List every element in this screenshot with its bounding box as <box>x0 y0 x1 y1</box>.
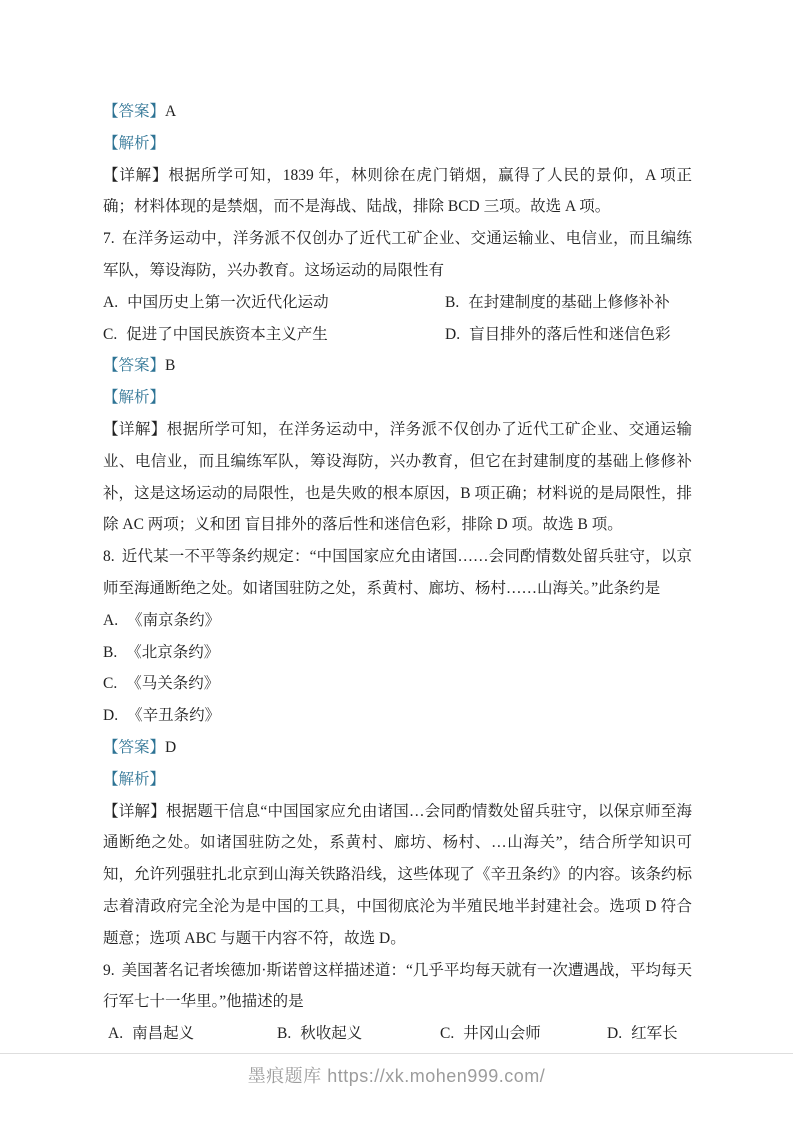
q8-option-b: B. 《北京条约》 <box>103 643 220 661</box>
q8-answer-line <box>103 732 692 764</box>
q7-stem-text: 在洋务运动中，洋务派不仅创办了近代工矿企业、交通运输业、电信业，而且编练军队，筹设海防，兴办教育。这场运动的局限性有 <box>103 230 692 279</box>
answer-label: 【答案】 <box>103 738 166 756</box>
q7-options-row-2 <box>103 319 692 351</box>
q7-option-d: D. 盲目排外的落后性和迷信色彩 <box>445 325 671 343</box>
q6-detail-paragraph: 【详解】根据所学可知，1839 年，林则徐在虎门销烟，赢得了人民的景仰，A 项正确；材料体现的是禁烟，而不是海战、陆战，排除 BCD 三项。故选 A 项。 <box>103 166 692 216</box>
q9-option-a: A. 南昌起义 <box>108 1025 195 1043</box>
analysis-label: 【解析】 <box>103 389 166 407</box>
q6-answer-value: A <box>165 103 177 120</box>
q9-stem <box>103 955 692 1019</box>
q7-options-row-1 <box>103 287 692 319</box>
q7-option-b: B. 在封建制度的基础上修修补补 <box>445 293 670 311</box>
q9-option-c: C. 井冈山会师 <box>440 1025 541 1043</box>
watermark-site-url: 墨痕题库 https://xk.mohen999.com/ <box>247 1066 546 1086</box>
q9-option-b: B. 秋收起义 <box>277 1025 363 1043</box>
q8-analysis-line <box>103 764 692 796</box>
q7-number: 7. <box>103 230 115 248</box>
q8-number: 8. <box>103 548 115 566</box>
answer-label: 【答案】 <box>103 103 166 120</box>
q7-option-a: A. 中国历史上第一次近代化运动 <box>103 293 329 311</box>
analysis-label: 【解析】 <box>103 770 166 788</box>
q6-answer-line <box>103 96 692 128</box>
q7-analysis-line <box>103 382 692 414</box>
q6-analysis-line <box>103 128 692 160</box>
q7-answer-line <box>103 350 692 382</box>
q9-stem-text: 美国著名记者埃德加·斯诺曾这样描述道：“几乎平均每天就有一次遭遇战，平均每天行军七十一华里。”他描述的是 <box>103 961 692 1011</box>
q8-stem-text: 近代某一不平等条约规定：“中国国家应允由诸国……会同酌情数处留兵驻守，以京师至海通断绝之处。如诸国驻防之处，系黄村、廊坊、杨村……山海关。”此条约是 <box>103 548 692 597</box>
analysis-label: 【解析】 <box>103 134 166 152</box>
footer-divider <box>0 1053 793 1088</box>
q8-answer-value: D <box>165 738 177 756</box>
q8-stem <box>103 541 692 605</box>
q8-detail-paragraph: 【详解】根据题干信息“中国国家应允由诸国…会同酌情数处留兵驻守，以保京师至海通断绝之处。如诸国驻防之处，系黄村、廊坊、杨村、…山海关”，结合所学知识可知，允许列强驻扎北京到山海关铁路沿线，这些体现了《辛丑条约》的内容。该条约标志着清政府完全沦为是中国的工具，中国彻底沦为半殖民地半封建社会。选项 D 符合题意；选项 ABC 与题干内容不符，故选 D。 <box>103 802 693 947</box>
q8-option-d: D. 《辛丑条约》 <box>103 707 221 725</box>
q7-stem <box>103 223 692 287</box>
q7-answer-value: B <box>165 357 176 375</box>
answer-label: 【答案】 <box>103 357 166 375</box>
q8-option-a: A. 《南京条约》 <box>103 611 221 629</box>
q9-number: 9. <box>103 961 115 979</box>
q9-options-row <box>103 1018 692 1050</box>
q8-option-c: C. 《马关条约》 <box>103 675 220 693</box>
q7-detail-paragraph: 【详解】根据所学可知，在洋务运动中，洋务派不仅创办了近代工矿企业、交通运输业、电信业，而且编练军队，筹设海防，兴办教育，但它在封建制度的基础上修修补补，这是这场运动的局限性，也是失败的根本原因，B 项正确；材料说的是局限性，排除 AC 两项；义和团 盲目排外的落后性和迷信色彩，排除 D 项。故选 B 项。 <box>103 420 692 534</box>
q9-option-d: D. 红军长 <box>607 1025 678 1043</box>
q7-option-c: C. 促进了中国民族资本主义产生 <box>103 325 328 343</box>
